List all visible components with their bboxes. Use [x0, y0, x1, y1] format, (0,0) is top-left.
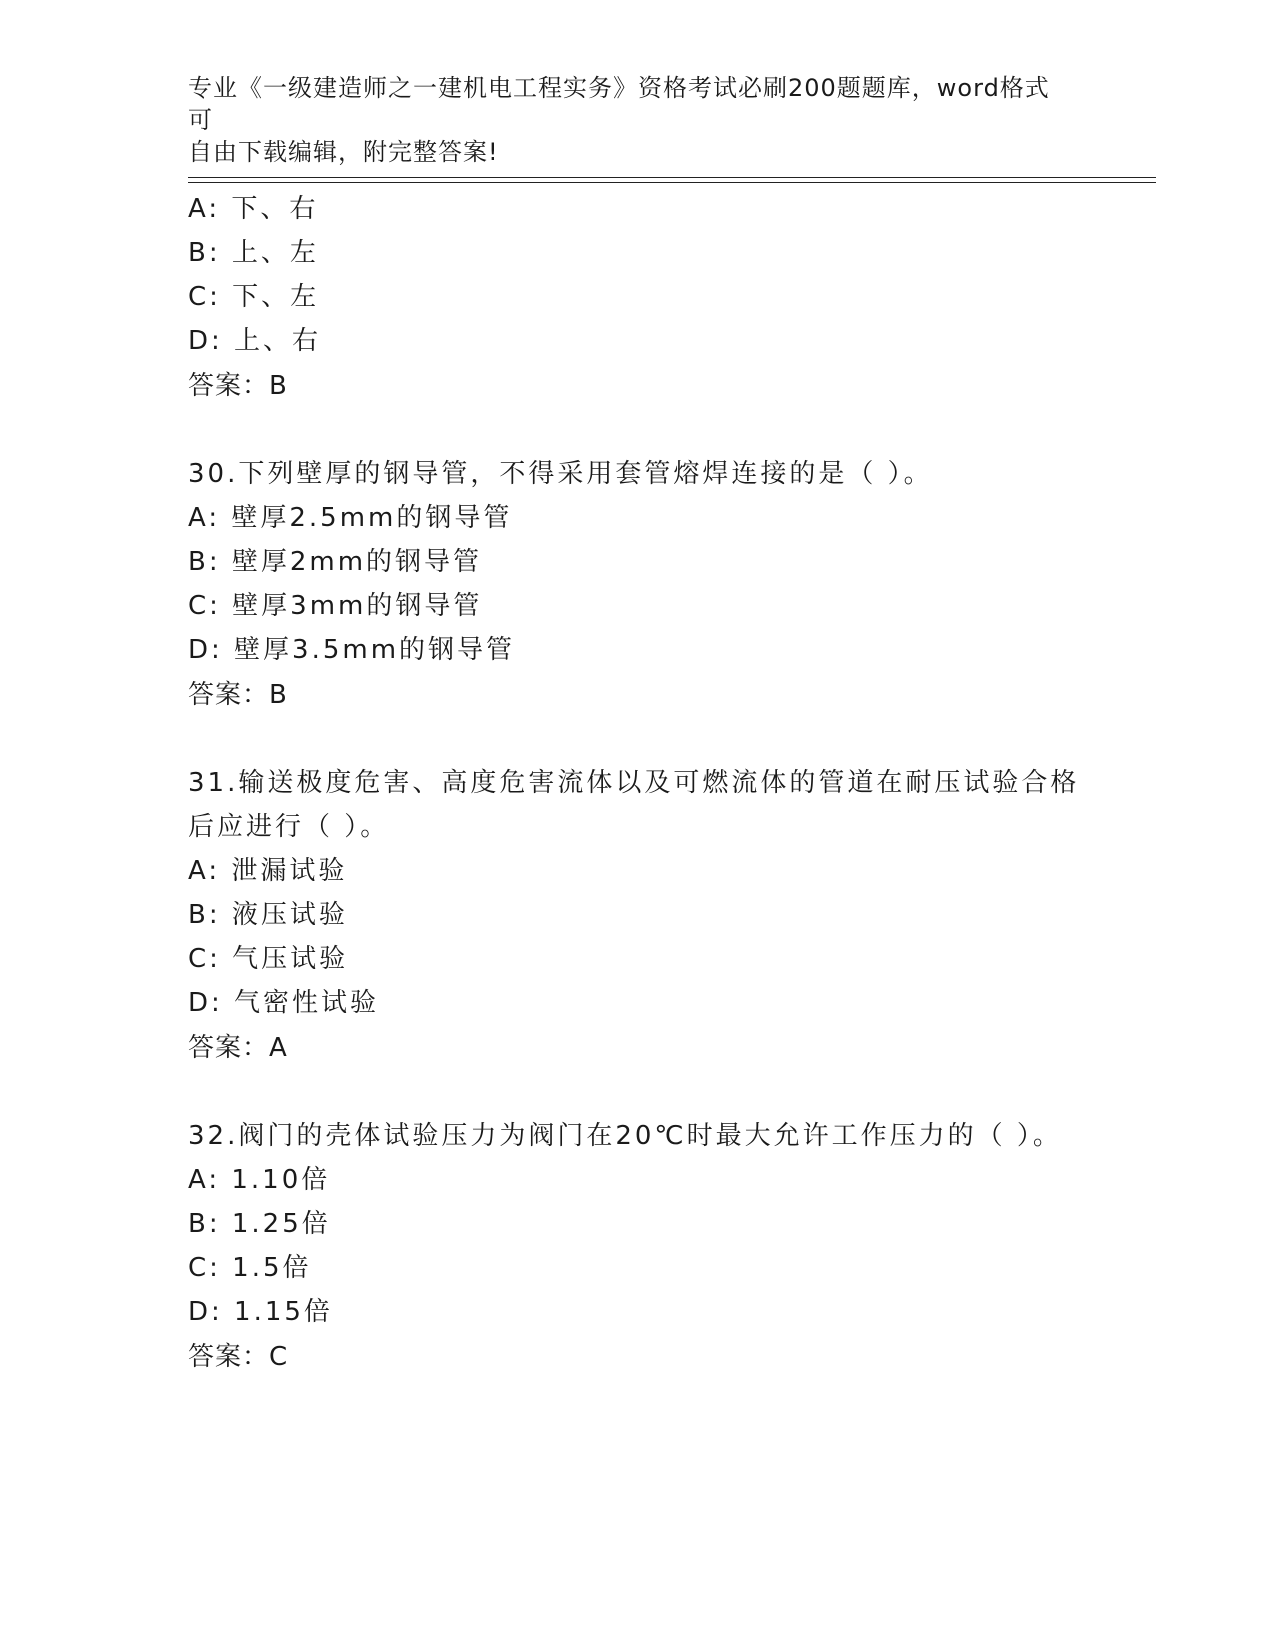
q29-option-c: C: 下、左 [188, 282, 320, 312]
q32-option-a: A: 1.10倍 [188, 1165, 331, 1195]
q30-stem: 30.下列壁厚的钢导管，不得采用套管熔焊连接的是（ ）。 [188, 459, 933, 489]
q32-answer: 答案：C [188, 1342, 289, 1372]
q30-option-d: D: 壁厚3.5mm的钢导管 [188, 635, 516, 665]
q31-option-a: A: 泄漏试验 [188, 856, 348, 886]
q30-option-a: A: 壁厚2.5mm的钢导管 [188, 503, 513, 533]
q32-option-b: B: 1.25倍 [188, 1209, 331, 1239]
q30-option-c: C: 壁厚3mm的钢导管 [188, 591, 483, 621]
document-header [188, 72, 1068, 168]
header-rule-top [188, 177, 1156, 178]
q29-option-a: A: 下、右 [188, 194, 319, 224]
q31-option-c: C: 气压试验 [188, 944, 349, 974]
q29-option-d: D: 上、右 [188, 326, 322, 356]
q30-option-b: B: 壁厚2mm的钢导管 [188, 547, 483, 577]
q31-stem-line-1: 31.输送极度危害、高度危害流体以及可燃流体的管道在耐压试验合格 [188, 768, 1080, 798]
q31-option-d: D: 气密性试验 [188, 988, 380, 1018]
q30-answer: 答案：B [188, 680, 288, 710]
q29-option-b: B: 上、左 [188, 238, 319, 268]
q29-answer: 答案：B [188, 371, 288, 401]
header-line-1: 专业《一级建造师之一建机电工程实务》资格考试必刷200题题库，word格式可 [188, 74, 1050, 134]
q32-stem: 32.阀门的壳体试验压力为阀门在20℃时最大允许工作压力的（ ）。 [188, 1121, 1062, 1151]
q31-option-b: B: 液压试验 [188, 900, 348, 930]
header-rule-bottom [188, 182, 1156, 183]
q31-stem-line-2: 后应进行（ ）。 [188, 812, 390, 842]
q32-option-c: C: 1.5倍 [188, 1253, 312, 1283]
q32-option-d: D: 1.15倍 [188, 1297, 333, 1327]
header-line-2: 自由下载编辑，附完整答案! [188, 138, 499, 166]
q31-answer: 答案：A [188, 1033, 288, 1063]
